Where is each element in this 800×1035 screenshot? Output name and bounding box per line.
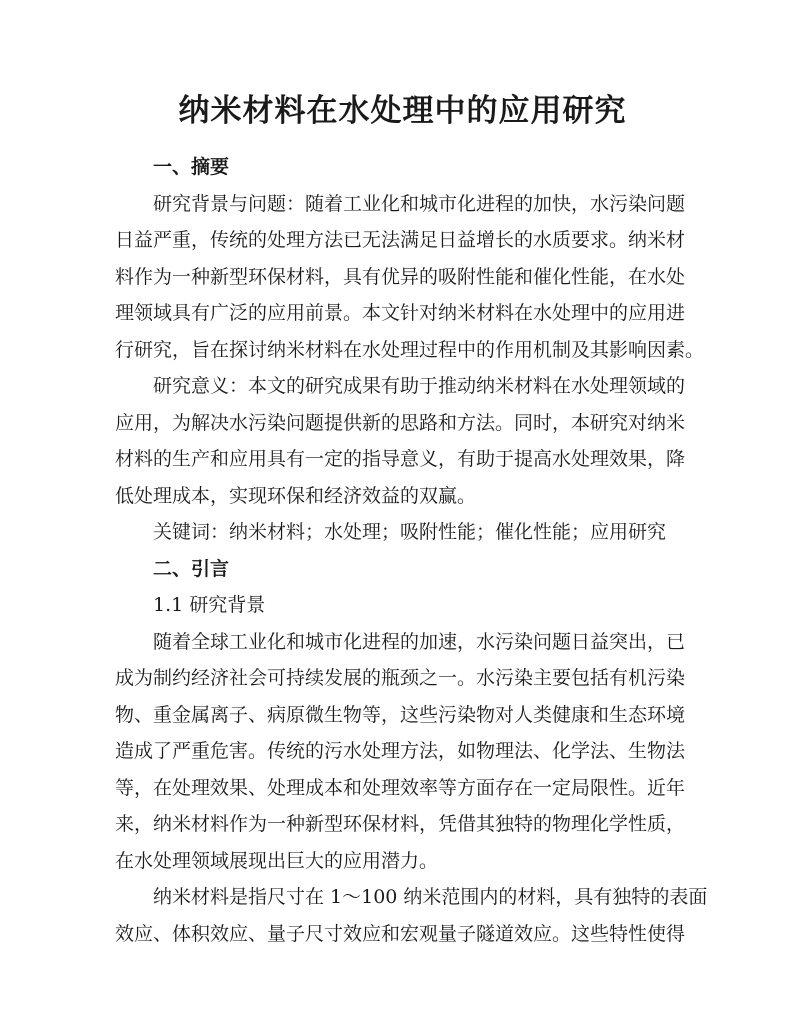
subsection-heading-research-background: 1.1 研究背景 bbox=[153, 594, 266, 616]
abstract-paragraph-background bbox=[115, 186, 705, 369]
section-heading-abstract: 一、摘要 bbox=[153, 156, 230, 178]
paragraph-line: 日益严重，传统的处理方法已无法满足日益增长的水质要求。纳米材 bbox=[115, 229, 686, 251]
intro-paragraph-1 bbox=[115, 624, 690, 880]
paragraph-line: 来，纳米材料作为一种新型环保材料，凭借其独特的物理化学性质， bbox=[115, 813, 686, 835]
paragraph-line: 理领域具有广泛的应用前景。本文针对纳米材料在水处理中的应用进 bbox=[115, 302, 686, 324]
keywords-line: 关键词：纳米材料；水处理；吸附性能；催化性能；应用研究 bbox=[153, 521, 667, 543]
paragraph-line: 成为制约经济社会可持续发展的瓶颈之一。水污染主要包括有机污染 bbox=[115, 667, 686, 689]
paragraph-line: 低处理成本，实现环保和经济效益的双赢。 bbox=[115, 484, 477, 507]
paragraph-line: 研究意义：本文的研究成果有助于推动纳米材料在水处理领域的 bbox=[153, 375, 686, 397]
paragraph-line: 效应、体积效应、量子尺寸效应和宏观量子隧道效应。这些特性使得 bbox=[115, 922, 686, 945]
paragraph-line: 物、重金属离子、病原微生物等，这些污染物对人类健康和生态环境 bbox=[115, 703, 686, 726]
paragraph-line: 纳米材料是指尺寸在 1～100 纳米范围内的材料，具有独特的表面 bbox=[153, 886, 708, 908]
paragraph-line: 等，在处理效果、处理成本和处理效率等方面存在一定局限性。近年 bbox=[115, 776, 686, 799]
paragraph-line: 材料的生产和应用具有一定的指导意义，有助于提高水处理效果，降 bbox=[115, 448, 686, 470]
paragraph-line: 料作为一种新型环保材料，具有优异的吸附性能和催化性能，在水处 bbox=[115, 265, 686, 288]
section-heading-introduction: 二、引言 bbox=[153, 557, 230, 580]
document-title: 纳米材料在水处理中的应用研究 bbox=[178, 93, 627, 129]
intro-paragraph-2 bbox=[115, 879, 708, 952]
paragraph-line: 造成了严重危害。传统的污水处理方法，如物理法、化学法、生物法 bbox=[115, 740, 686, 762]
abstract-paragraph-significance bbox=[115, 368, 690, 514]
paragraph-line: 行研究，旨在探讨纳米材料在水处理过程中的作用机制及其影响因素。 bbox=[115, 338, 705, 361]
paragraph-line: 在水处理领域展现出巨大的应用潜力。 bbox=[115, 849, 439, 872]
paragraph-line: 随着全球工业化和城市化进程的加速，水污染问题日益突出，已 bbox=[153, 630, 686, 653]
paragraph-line: 研究背景与问题：随着工业化和城市化进程的加快，水污染问题 bbox=[153, 192, 686, 215]
paragraph-line: 应用，为解决水污染问题提供新的思路和方法。同时，本研究对纳米 bbox=[115, 411, 686, 434]
